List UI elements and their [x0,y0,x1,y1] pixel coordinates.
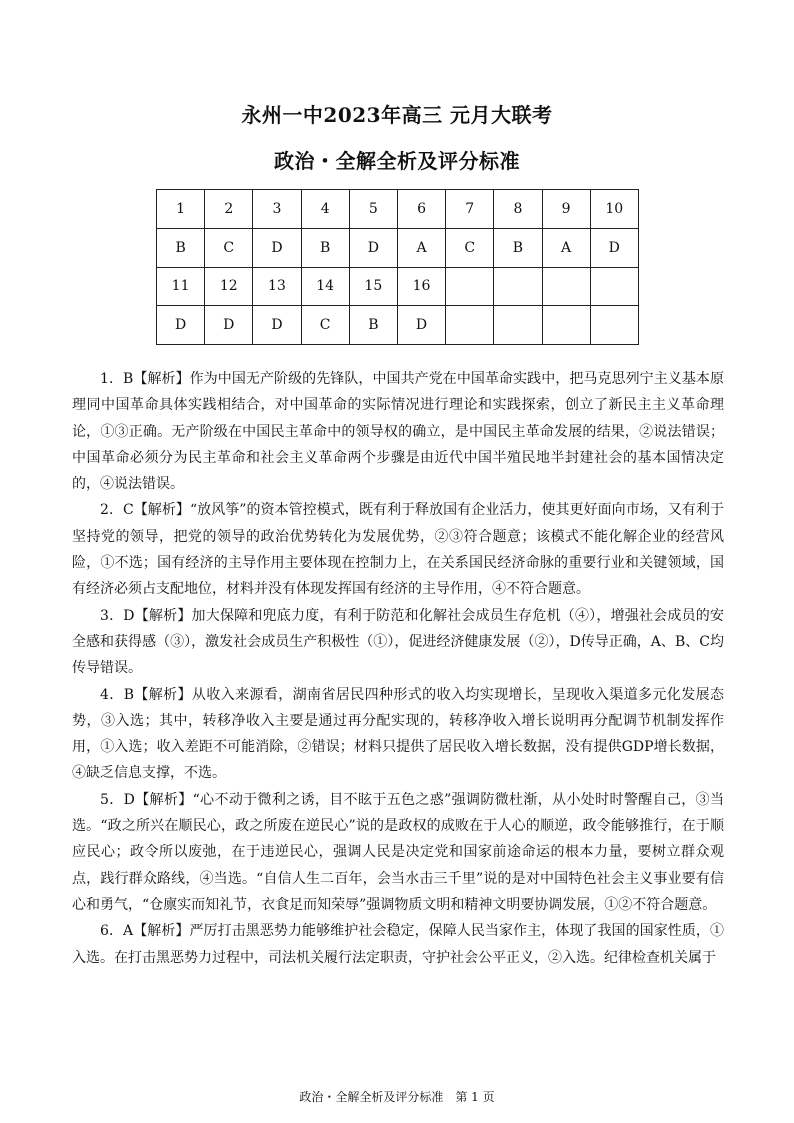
answer-cell: D [157,306,205,345]
empty-cell [542,306,590,345]
analysis-paragraph-2: 2．C【解析】“放风筝”的资本管控模式，既有利于释放国有企业活力，使其更好面向市场，又有利于坚持党的领导，把党的领导的政治优势转化为发展优势，②③符合题意；该模式不能化解企业的经营风险，①不选；国有经济的主导作用主要体现在控制力上，在关系国民经济命脉的重要行业和关键领域，国有经济必须占支配地位，材料并没有体现发挥国有经济的主导作用，④不符合题意。 [72,502,724,598]
answer-cell: D [205,306,253,345]
table-row [157,267,639,306]
question-number-cell: 7 [446,190,494,229]
table-row [157,306,639,345]
answer-cell: B [349,306,397,345]
question-number-cell: 13 [253,267,301,306]
analysis-paragraph-5: 5．D【解析】“心不动于微利之诱，目不眩于五色之惑”强调防微杜渐，从小处时时警醒自己，③当选。“政之所兴在顺民心，政之所废在逆民心”说的是政权的成败在于人心的顺逆，政令能够推行，在于顺应民心；政令所以废弛，在于违逆民心，强调人民是决定党和国家前途命运的根本力量，要树立群众观点，践行群众路线，④当选。“自信人生二百年，会当水击三千里”说的是对中国特色社会主义事业要有信心和勇气，“仓廪实而知礼节，衣食足而知荣辱”强调物质文明和精神文明要协调发展，①②不符合题意。 [72,791,724,913]
question-number-cell: 14 [301,267,349,306]
question-number-cell: 4 [301,190,349,229]
answer-table [156,189,639,345]
question-number-cell: 6 [397,190,445,229]
question-number-cell: 8 [494,190,542,229]
empty-cell [446,267,494,306]
answer-cell: A [542,228,590,267]
answer-cell: B [494,228,542,267]
question-number-cell: 9 [542,190,590,229]
empty-cell [494,306,542,345]
empty-cell [446,306,494,345]
table-row [157,190,639,229]
table-row [157,228,639,267]
analysis-paragraph-4: 4．B【解析】从收入来源看，湖南省居民四种形式的收入均实现增长，呈现收入渠道多元化发展态势，③入选；其中，转移净收入主要是通过再分配实现的，转移净收入增长说明再分配调节机制发挥作用，①入选；收入差距不可能消除，②错误；材料只提供了居民收入增长数据，没有提供GDP增长数据，④缺乏信息支撑，不选。 [72,686,724,782]
analysis-section [72,366,724,971]
answer-cell: C [205,228,253,267]
document-subtitle: 政治・全解全析及评分标准 [274,149,520,173]
analysis-paragraph-1: 1．B【解析】作为中国无产阶级的先锋队，中国共产党在中国革命实践中，把马克思列宁主义基本原理同中国革命具体实践相结合，对中国革命的实际情况进行理论和实践探索，创立了新民主主义革命理论，①③正确。无产阶级在中国民主革命中的领导权的确立，是中国民主革命发展的结果，②说法错误；中国革命必须分为民主革命和社会主义革命两个步骤是由近代中国半殖民地半封建社会的基本国情决定的，④说法错误。 [72,371,724,493]
answer-cell: D [253,228,301,267]
page-footer: 政治・全解全析及评分标准 第 1 页 [299,1090,495,1104]
analysis-paragraph-6: 6．A【解析】严厉打击黑恶势力能够维护社会稳定，保障人民当家作主，体现了我国的国家性质，①入选。在打击黑恶势力过程中，司法机关履行法定职责，守护社会公平正义，②入选。纪律检查机关属于 [72,923,724,966]
document-title: 永州一中2023年高三 元月大联考 [241,103,553,127]
answer-cell: D [253,306,301,345]
answer-cell: C [446,228,494,267]
analysis-paragraph-3: 3．D【解析】加大保障和兜底力度，有利于防范和化解社会成员生存危机（④），增强社会成员的安全感和获得感（③），激发社会成员生产积极性（①），促进经济健康发展（②），D传导正确，A、B、C均传导错误。 [72,607,724,677]
answer-cell: B [157,228,205,267]
question-number-cell: 5 [349,190,397,229]
question-number-cell: 16 [397,267,445,306]
question-number-cell: 1 [157,190,205,229]
empty-cell [590,306,638,345]
empty-cell [542,267,590,306]
question-number-cell: 3 [253,190,301,229]
answer-cell: C [301,306,349,345]
question-number-cell: 12 [205,267,253,306]
answer-cell: D [590,228,638,267]
empty-cell [590,267,638,306]
question-number-cell: 2 [205,190,253,229]
answer-cell: D [349,228,397,267]
empty-cell [494,267,542,306]
question-number-cell: 15 [349,267,397,306]
answer-cell: B [301,228,349,267]
answer-cell: D [397,306,445,345]
question-number-cell: 10 [590,190,638,229]
question-number-cell: 11 [157,267,205,306]
answer-cell: A [397,228,445,267]
